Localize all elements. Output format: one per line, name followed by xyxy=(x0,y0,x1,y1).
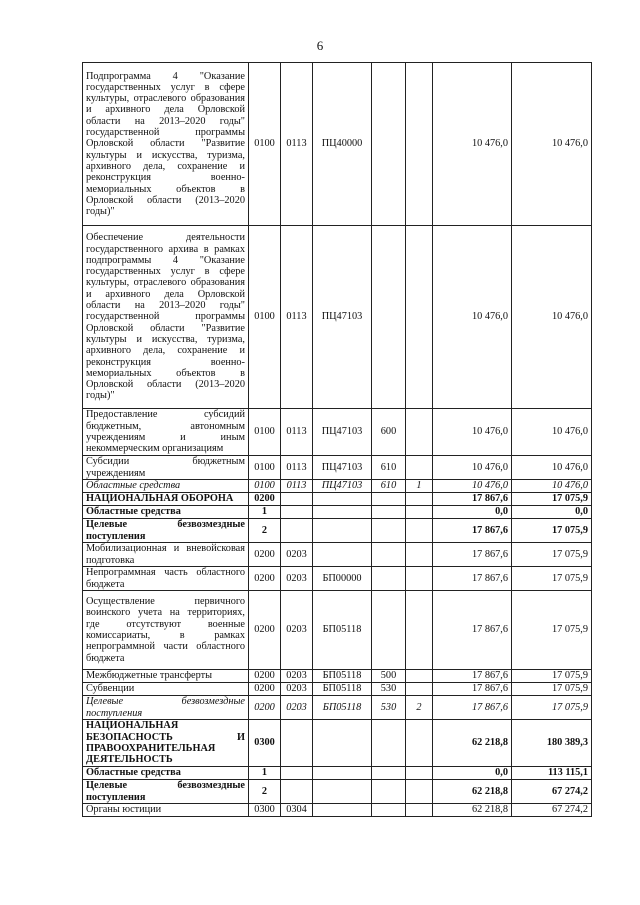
row-target-article: ПЦ40000 xyxy=(313,63,372,226)
row-funding-source xyxy=(406,804,433,817)
row-target-article xyxy=(313,543,372,567)
row-name: Субсидии бюджетным учреждениям xyxy=(83,456,249,480)
row-amount-year2: 17 075,9 xyxy=(512,567,592,591)
row-name: Целевые безвозмездные поступления xyxy=(83,519,249,543)
row-subsection xyxy=(281,493,313,506)
row-target-article: БП00000 xyxy=(313,567,372,591)
row-target-article xyxy=(313,767,372,780)
table-row xyxy=(83,804,592,817)
row-name: Областные средства xyxy=(83,506,249,519)
row-amount-year2: 17 075,9 xyxy=(512,696,592,720)
row-section: 0100 xyxy=(249,226,281,409)
row-subsection xyxy=(281,519,313,543)
row-subsection: 0113 xyxy=(281,480,313,493)
row-subsection: 0113 xyxy=(281,63,313,226)
table-row xyxy=(83,456,592,480)
row-amount-year1: 62 218,8 xyxy=(433,804,512,817)
row-expense-type: 530 xyxy=(372,696,406,720)
row-amount-year2: 10 476,0 xyxy=(512,480,592,493)
row-target-article: БП05118 xyxy=(313,683,372,696)
table-row xyxy=(83,720,592,767)
row-name: Мобилизационная и вневойсковая подготовка xyxy=(83,543,249,567)
row-expense-type xyxy=(372,767,406,780)
row-funding-source xyxy=(406,543,433,567)
row-name: НАЦИОНАЛЬНАЯ БЕЗОПАСНОСТЬ И ПРАВООХРАНИТЕЛЬНАЯ ДЕЯТЕЛЬНОСТЬ xyxy=(83,720,249,767)
row-expense-type: 610 xyxy=(372,456,406,480)
row-target-article xyxy=(313,493,372,506)
row-name: Непрограммная часть областного бюджета xyxy=(83,567,249,591)
row-amount-year2: 17 075,9 xyxy=(512,519,592,543)
row-amount-year1: 0,0 xyxy=(433,506,512,519)
row-target-article: ПЦ47103 xyxy=(313,409,372,456)
row-section: 0100 xyxy=(249,409,281,456)
row-amount-year1: 17 867,6 xyxy=(433,543,512,567)
row-funding-source xyxy=(406,780,433,804)
row-funding-source xyxy=(406,226,433,409)
row-expense-type xyxy=(372,720,406,767)
row-target-article xyxy=(313,519,372,543)
row-name: Органы юстиции xyxy=(83,804,249,817)
row-amount-year1: 17 867,6 xyxy=(433,519,512,543)
row-expense-type: 610 xyxy=(372,480,406,493)
budget-table-body xyxy=(83,63,592,817)
row-section: 0200 xyxy=(249,493,281,506)
table-row xyxy=(83,409,592,456)
row-section: 0100 xyxy=(249,63,281,226)
row-amount-year2: 17 075,9 xyxy=(512,543,592,567)
row-expense-type: 600 xyxy=(372,409,406,456)
row-section: 2 xyxy=(249,519,281,543)
table-row xyxy=(83,780,592,804)
row-amount-year1: 17 867,6 xyxy=(433,696,512,720)
row-subsection: 0203 xyxy=(281,670,313,683)
row-target-article: ПЦ47103 xyxy=(313,480,372,493)
table-row xyxy=(83,480,592,493)
row-expense-type xyxy=(372,804,406,817)
row-section: 0200 xyxy=(249,683,281,696)
budget-table xyxy=(82,62,592,817)
row-name: Обеспечение деятельности государственного архива в рамках подпрограммы 4 "Оказание государственных услуг в сфере культуры, отраслевого образования и архивного дела Орловской области на 2013–2020 годы" государственной программы Орловской области "Развитие культуры и искусства, туризма, архивного дела, сохранение и реконструкция военно-мемориальных объектов в Орловской области (2013–2020 годы)" xyxy=(83,226,249,409)
table-row xyxy=(83,543,592,567)
row-target-article xyxy=(313,720,372,767)
row-subsection: 0203 xyxy=(281,591,313,670)
row-section: 0200 xyxy=(249,543,281,567)
row-funding-source xyxy=(406,493,433,506)
row-section: 0200 xyxy=(249,567,281,591)
row-amount-year1: 10 476,0 xyxy=(433,480,512,493)
row-funding-source xyxy=(406,683,433,696)
row-name: Межбюджетные трансферты xyxy=(83,670,249,683)
row-subsection: 0203 xyxy=(281,696,313,720)
row-subsection: 0203 xyxy=(281,543,313,567)
row-name: Областные средства xyxy=(83,767,249,780)
row-expense-type: 500 xyxy=(372,670,406,683)
row-section: 0300 xyxy=(249,720,281,767)
row-section: 1 xyxy=(249,767,281,780)
row-section: 1 xyxy=(249,506,281,519)
row-amount-year1: 17 867,6 xyxy=(433,591,512,670)
row-expense-type xyxy=(372,519,406,543)
row-amount-year1: 17 867,6 xyxy=(433,493,512,506)
row-amount-year1: 10 476,0 xyxy=(433,409,512,456)
row-funding-source xyxy=(406,63,433,226)
row-amount-year2: 0,0 xyxy=(512,506,592,519)
row-section: 0100 xyxy=(249,480,281,493)
row-funding-source xyxy=(406,567,433,591)
row-amount-year2: 10 476,0 xyxy=(512,456,592,480)
row-section: 0200 xyxy=(249,670,281,683)
row-expense-type xyxy=(372,591,406,670)
row-target-article: БП05118 xyxy=(313,670,372,683)
row-expense-type xyxy=(372,506,406,519)
row-section: 0300 xyxy=(249,804,281,817)
row-expense-type xyxy=(372,63,406,226)
row-target-article: ПЦ47103 xyxy=(313,456,372,480)
row-funding-source: 2 xyxy=(406,696,433,720)
table-row xyxy=(83,63,592,226)
row-subsection: 0113 xyxy=(281,409,313,456)
row-amount-year1: 10 476,0 xyxy=(433,63,512,226)
row-amount-year1: 62 218,8 xyxy=(433,720,512,767)
row-expense-type xyxy=(372,543,406,567)
row-funding-source: 1 xyxy=(406,480,433,493)
row-name: НАЦИОНАЛЬНАЯ ОБОРОНА xyxy=(83,493,249,506)
row-section: 2 xyxy=(249,780,281,804)
table-row xyxy=(83,567,592,591)
row-amount-year1: 10 476,0 xyxy=(433,456,512,480)
row-section: 0200 xyxy=(249,591,281,670)
table-row xyxy=(83,519,592,543)
row-name: Целевые безвозмездные поступления xyxy=(83,696,249,720)
row-name: Осуществление первичного воинского учета на территориях, где отсутствуют военные комиссариаты, в рамках непрограммной части областного бюджета xyxy=(83,591,249,670)
row-funding-source xyxy=(406,670,433,683)
row-amount-year1: 17 867,6 xyxy=(433,670,512,683)
table-row xyxy=(83,670,592,683)
row-funding-source xyxy=(406,409,433,456)
row-funding-source xyxy=(406,506,433,519)
row-amount-year1: 0,0 xyxy=(433,767,512,780)
table-row xyxy=(83,226,592,409)
row-target-article: БП05118 xyxy=(313,696,372,720)
row-amount-year2: 180 389,3 xyxy=(512,720,592,767)
row-target-article: ПЦ47103 xyxy=(313,226,372,409)
row-subsection xyxy=(281,780,313,804)
row-name: Предоставление субсидий бюджетным, автономным учреждениям и иным некоммерческим организациям xyxy=(83,409,249,456)
row-expense-type: 530 xyxy=(372,683,406,696)
row-funding-source xyxy=(406,720,433,767)
page-number: 6 xyxy=(316,38,324,53)
row-funding-source xyxy=(406,591,433,670)
row-amount-year2: 10 476,0 xyxy=(512,226,592,409)
row-name: Подпрограмма 4 "Оказание государственных услуг в сфере культуры, отраслевого образования и архивного дела Орловской области на 2013–2020 годы" государственной программы Орловской области "Развитие культуры и искусства, туризма, архивного дела, сохранение и реконструкция военно-мемориальных объектов в Орловской области (2013–2020 годы)" xyxy=(83,63,249,226)
row-subsection: 0113 xyxy=(281,226,313,409)
row-amount-year2: 10 476,0 xyxy=(512,409,592,456)
row-amount-year2: 17 075,9 xyxy=(512,683,592,696)
row-target-article xyxy=(313,506,372,519)
row-name: Субвенции xyxy=(83,683,249,696)
row-funding-source xyxy=(406,456,433,480)
row-expense-type xyxy=(372,567,406,591)
row-subsection: 0203 xyxy=(281,567,313,591)
table-row xyxy=(83,506,592,519)
row-expense-type xyxy=(372,780,406,804)
row-amount-year2: 17 075,9 xyxy=(512,670,592,683)
row-section: 0200 xyxy=(249,696,281,720)
row-funding-source xyxy=(406,767,433,780)
row-amount-year1: 17 867,6 xyxy=(433,683,512,696)
row-name: Областные средства xyxy=(83,480,249,493)
row-subsection xyxy=(281,767,313,780)
row-amount-year2: 17 075,9 xyxy=(512,591,592,670)
row-target-article xyxy=(313,780,372,804)
row-subsection xyxy=(281,720,313,767)
table-row xyxy=(83,767,592,780)
row-target-article xyxy=(313,804,372,817)
row-funding-source xyxy=(406,519,433,543)
row-target-article: БП05118 xyxy=(313,591,372,670)
row-name: Целевые безвозмездные поступления xyxy=(83,780,249,804)
table-row xyxy=(83,591,592,670)
row-amount-year2: 113 115,1 xyxy=(512,767,592,780)
row-amount-year2: 10 476,0 xyxy=(512,63,592,226)
row-amount-year2: 67 274,2 xyxy=(512,780,592,804)
row-subsection: 0203 xyxy=(281,683,313,696)
row-amount-year1: 17 867,6 xyxy=(433,567,512,591)
row-section: 0100 xyxy=(249,456,281,480)
row-expense-type xyxy=(372,226,406,409)
table-row xyxy=(83,683,592,696)
row-amount-year2: 17 075,9 xyxy=(512,493,592,506)
table-row xyxy=(83,696,592,720)
row-amount-year1: 10 476,0 xyxy=(433,226,512,409)
row-subsection xyxy=(281,506,313,519)
row-subsection: 0113 xyxy=(281,456,313,480)
row-amount-year1: 62 218,8 xyxy=(433,780,512,804)
row-expense-type xyxy=(372,493,406,506)
table-row xyxy=(83,493,592,506)
row-subsection: 0304 xyxy=(281,804,313,817)
row-amount-year2: 67 274,2 xyxy=(512,804,592,817)
